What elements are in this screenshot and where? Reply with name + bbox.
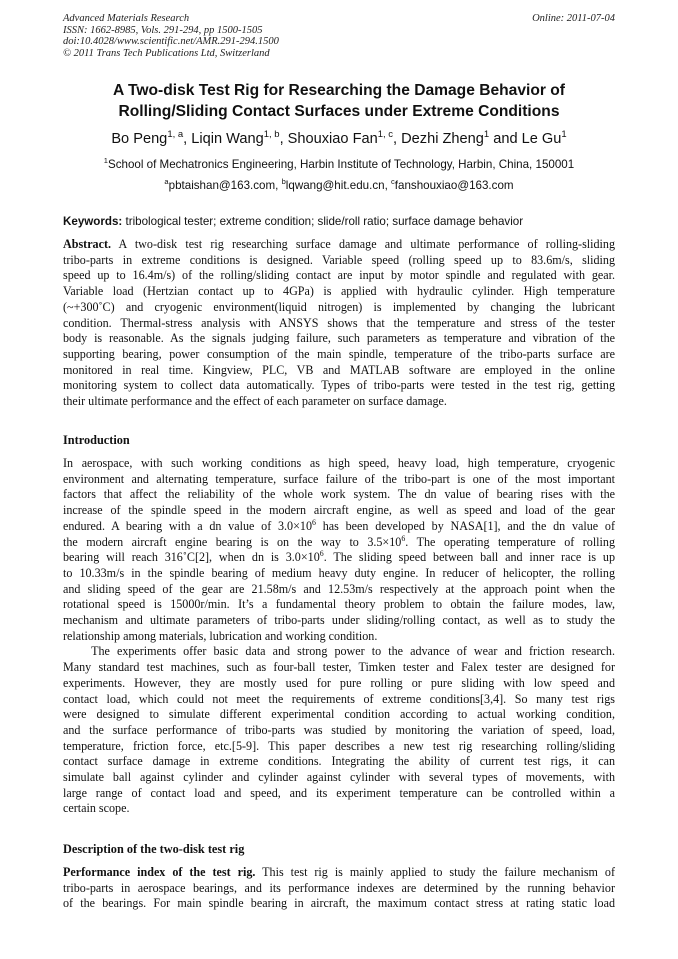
abstract-line: speed up to 16.4m/s) of the rolling/sliding contact are input by motor spindle and regulated with gear. <box>63 268 615 283</box>
abstract-line: Variable load (Hertzian contact up to 4GPa) is applied with hydraulic cylinder. High temperature <box>63 284 615 299</box>
intro-line: mechanism and ultimate parameters of tribo-parts under sliding/rolling contact, as well as to study the <box>63 613 615 628</box>
abstract-line: their ultimate performance and the effect of each parameter on surface damage. <box>63 394 447 409</box>
copyright-line: © 2011 Trans Tech Publications Ltd, Switzerland <box>63 47 270 59</box>
intro-line: environment and alternating temperature, surface failure of the tribo-part is one of the most important <box>63 471 615 486</box>
intro-line: certain scope. <box>63 801 130 816</box>
intro-line: large range of contact load and speed, and its experiment temperature can be controlled within a <box>63 785 615 800</box>
intro-line: temperature, friction force, etc.[5-9]. This paper describes a new test rig researching rolling/sliding <box>63 738 615 753</box>
abstract-line: condition. Thermal-stress analysis with ANSYS shows that the temperature and stress of the tester <box>63 315 615 330</box>
intro-line: contact load, which could not meet the requirements of extreme conditions[3,4]. So many test rigs <box>63 691 615 706</box>
abstract-line: body is reasonable. As the signals judging failure, such parameters as temperature and vibration of the <box>63 331 615 346</box>
intro-line: rotational speed is 15000r/min. It’s a fundamental theory problem to obtain the failure modes, law, <box>63 597 615 612</box>
author-4: Dezhi Zheng$^1$ and <box>401 129 522 147</box>
affiliation: $^1$School of Mechatronics Engineering, Harbin Institute of Technology, Harbin, China, 150001 <box>103 156 575 171</box>
introduction-body <box>63 456 615 817</box>
keywords <box>63 214 623 229</box>
intro-line: increase of the spindle speed in the modern aircraft engine, as well as speed and load of the gear <box>63 503 615 518</box>
title-line-1: A Two-disk Test Rig for Researching the Damage Behavior of <box>112 82 565 99</box>
keywords-label: Keywords: <box>63 215 123 228</box>
intro-line: simulate ball against cylinder and cylinder against cylinder with several types of movements, with <box>63 770 615 785</box>
abstract-line: (~+300˚C) and cryogenic environment(liquid nitrogen) is implemented by changing the lubricant <box>63 299 615 314</box>
email-a[interactable]: pbtaishan@163.com, <box>168 179 282 192</box>
intro-line: relationship among materials, lubrication and working condition. <box>63 628 378 643</box>
keywords-text: tribological tester; extreme condition; slide/roll ratio; surface damage behavior <box>122 215 524 228</box>
author-2: Liqin Wang$^{1, b}$, <box>191 129 288 147</box>
abstract-label: Abstract. <box>63 237 112 251</box>
intro-line: and sliding speed of the gear are 21.58m/s and 12.53m/s respectively at the approach point when the <box>63 581 615 596</box>
abstract: Abstract. A two-disk test rig researching surface damage and ultimate performance of rolling-sliding tribo-parts in extreme conditions is designed. Variable speed (rolling speed up to 83.6m/s, sliding speed up to 16.4m/s) of the rolling/sliding contact are input by motor spindle and regulated with gear. Variable load (Hertzian contact up to 4GPa) is applied with hydraulic cylinder. High temperature (~+300˚C) and cryogenic environment(liquid nitrogen) is implemented by changing the lubricant condition. Thermal-stress analysis with ANSYS shows that the temperature and stress of the tester body is reasonable. As the signals judging failure, such parameters as temperature and vibration of the supporting bearing, power consumption of the main spindle, temperature of the tribo-parts surface are monitored in real time. Kingview, PLC, VB and MATLAB software are employed in the online monitoring system to collect data automatically. Types of tribo-parts were tested in the test rig, getting their ultimate performance and the effect of each parameter on surface damage. <box>63 237 615 409</box>
paper-title <box>40 80 638 122</box>
intro-line: The experiments offer basic data and strong power to the advance of wear and friction research. <box>63 644 615 659</box>
intro-line: Many standard test machines, such as four-ball tester, Timken tester and Falex tester are designed for <box>63 660 615 675</box>
intro-line: experiments. However, they are mostly used for pure rolling or pure sliding with low speed and <box>63 675 615 690</box>
performance-label: Performance index of the test rig. <box>63 865 256 879</box>
section-heading-description: Description of the two-disk test rig <box>63 842 245 856</box>
author-list <box>40 129 638 149</box>
intro-line: factors that affect the reliability of the whole work system. The dn value of bearing rises with the <box>63 487 615 502</box>
online-date: Online: 2011-07-04 <box>532 13 615 24</box>
abstract-line: monitoring system to collect data automatically. Types of tribo-parts were tested in the test rig, getting <box>63 378 615 393</box>
abstract-line: tribo-parts in extreme conditions is designed. Variable speed (rolling speed up to 83.6m/s, sliding <box>63 252 615 267</box>
intro-line: the modern aircraft engine bearing is on the way to $3.5\times 10^6$. The operating temperature of rolling <box>63 533 615 549</box>
intro-line: contact surface damage in extreme conditions. Integrating the ability of current test rigs, it can <box>63 754 615 769</box>
journal-name: Advanced Materials Research <box>63 13 190 24</box>
author-1: Bo Peng$^{1, a}$, <box>111 129 192 147</box>
intro-line: In aerospace, with such working conditions as high speed, heavy load, high temperature, cryogenic <box>63 456 615 470</box>
abstract-line: supporting bearing, power consumption of the main spindle, temperature of the tribo-parts surface are <box>63 346 615 361</box>
intro-line: endured. A bearing with a dn value of $3.0\times 10^6$ has been developed by NASA[1], and the dn value of <box>63 517 615 533</box>
email-c[interactable]: fanshouxiao@163.com <box>394 179 514 192</box>
section-heading-introduction: Introduction <box>63 433 130 447</box>
intro-line: and the surface performance of tribo-parts was studied by monitoring the variation of speed, load, <box>63 722 615 737</box>
author-emails: $^a$pbtaishan@163.com, $^b$lqwang@hit.edu.cn, $^c$fanshouxiao@163.com <box>164 177 514 192</box>
author-5: Le Gu$^1$ <box>521 129 567 147</box>
abstract-line: monitored in real time. Kingview, PLC, VB and MATLAB software are employed in the online <box>63 362 615 377</box>
journal-header <box>63 13 615 59</box>
email-b[interactable]: lqwang@hit.edu.cn, <box>285 179 392 192</box>
issn-line: ISSN: 1662-8985, Vols. 291-294, pp 1500-1505 <box>63 24 263 36</box>
title-line-2: Rolling/Sliding Contact Surfaces under Extreme Conditions <box>118 103 560 120</box>
doi-line: doi:10.4028/www.scientific.net/AMR.291-294.1500 <box>63 36 279 48</box>
intro-line: bearing will reach 316˚C[2], when dn is $3.0\times 10^6$. The sliding speed between ball and inner race is up <box>63 549 615 565</box>
intro-line: were designed to simulate different experimental condition according to actual working condition, <box>63 707 615 722</box>
intro-line: to 10.33m/s in the spindle bearing of medium heavy duty engine. In reducer of helicopter, the rolling <box>63 565 615 580</box>
performance-body: Performance index of the test rig. This test rig is mainly applied to study the failure mechanism of tribo-parts in aerospace bearings, and its performance indexes are determined by the running behavior of the bearings. For main spindle bearing in aircraft, the maximum contact stress at rating static load <box>63 865 615 911</box>
performance-line: tribo-parts in aerospace bearings, and its performance indexes are determined by the running behavior <box>63 880 615 895</box>
performance-line: of the bearings. For main spindle bearing in aircraft, the maximum contact stress at rating static load <box>63 896 615 911</box>
author-3: Shouxiao Fan$^{1, c}$, <box>287 129 402 147</box>
